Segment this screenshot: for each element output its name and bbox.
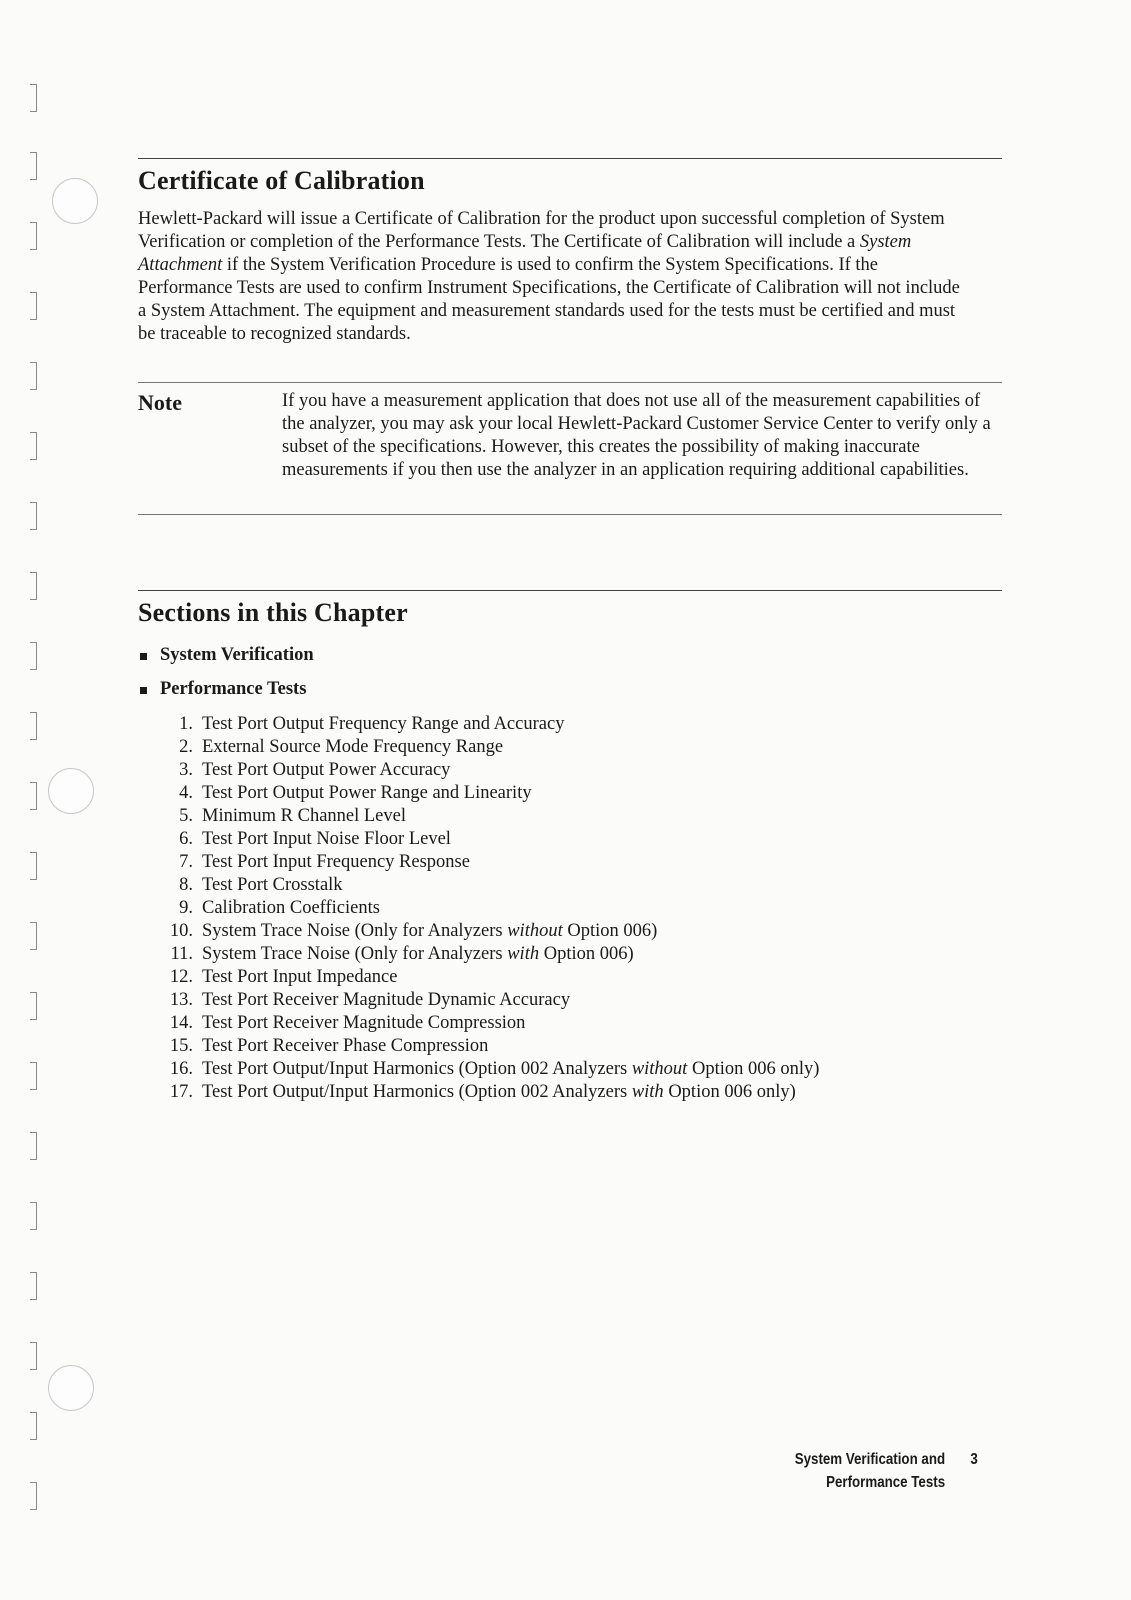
list-item xyxy=(155,966,819,989)
list-emphasis: with xyxy=(631,1082,664,1102)
binder-mark xyxy=(30,712,37,740)
binder-mark xyxy=(30,572,37,600)
binder-mark xyxy=(30,432,37,460)
sections-bullet-list xyxy=(138,645,314,702)
binder-mark xyxy=(30,992,37,1020)
punch-hole xyxy=(48,768,94,814)
performance-test-list xyxy=(155,713,819,1104)
note-bottom-rule xyxy=(138,514,1002,515)
binder-mark xyxy=(30,222,37,250)
list-item xyxy=(155,1035,819,1058)
list-text: Test Port Input Noise Floor Level xyxy=(202,829,451,849)
list-text: Test Port Output/Input Harmonics (Option 002 Analyzers xyxy=(202,1082,632,1102)
list-item xyxy=(155,713,819,736)
list-number: 1. xyxy=(179,714,193,734)
binder-mark xyxy=(30,922,37,950)
certificate-paragraph xyxy=(138,208,968,346)
list-item xyxy=(155,897,819,920)
list-item xyxy=(155,805,819,828)
list-number: 7. xyxy=(179,852,193,872)
binder-mark xyxy=(30,84,37,112)
binder-mark xyxy=(30,1482,37,1510)
list-text: Option 006) xyxy=(539,944,634,964)
binder-mark xyxy=(30,1202,37,1230)
page-number: 3 xyxy=(970,1451,978,1468)
note-text: If you have a measurement application that does not use all of the measurement capabilities of the analyzer, you may ask your local Hewlett-Packard Customer Service Center to verify only a subset of the specifications. However, this creates the possibility of making inaccurate measurements if you then use the analyzer in an application requiring additional capabilities. xyxy=(282,391,991,480)
list-item xyxy=(155,1058,819,1081)
binder-mark xyxy=(30,1272,37,1300)
certificate-heading: Certificate of Calibration xyxy=(138,166,425,195)
list-number: 6. xyxy=(179,829,193,849)
list-item xyxy=(155,874,819,897)
footer-title-line2: Performance Tests xyxy=(826,1474,946,1491)
system-attachment-term: System Attachment xyxy=(138,232,912,275)
bullet-system-verification: System Verification xyxy=(138,645,314,668)
list-text: Calibration Coefficients xyxy=(202,898,380,918)
binder-mark xyxy=(30,362,37,390)
list-text: Test Port Receiver Phase Compression xyxy=(202,1036,489,1056)
list-item xyxy=(155,759,819,782)
list-number: 11. xyxy=(170,944,193,964)
page-footer xyxy=(780,1448,978,1494)
list-item xyxy=(155,920,819,943)
list-text: System Trace Noise (Only for Analyzers xyxy=(202,921,508,941)
punch-hole xyxy=(48,1365,94,1411)
list-text: Option 006) xyxy=(562,921,658,941)
list-number: 14. xyxy=(169,1013,193,1033)
certificate-text: Hewlett-Packard will issue a Certificate of Calibration for the product upon successful completion of System Verification or completion of the Performance Tests. The Certificate of Calibration will include a xyxy=(138,209,945,252)
list-text: Test Port Input Impedance xyxy=(202,967,398,987)
list-emphasis: without xyxy=(631,1059,688,1079)
list-number: 3. xyxy=(179,760,193,780)
list-text: Test Port Receiver Magnitude Compression xyxy=(202,1013,526,1033)
section-rule xyxy=(138,590,1002,591)
binder-mark xyxy=(30,152,37,180)
list-item xyxy=(155,1081,819,1104)
list-number: 15. xyxy=(169,1036,193,1056)
list-text: Option 006 only) xyxy=(663,1082,796,1102)
punch-hole xyxy=(52,178,98,224)
list-item xyxy=(155,828,819,851)
list-text: Minimum R Channel Level xyxy=(202,806,406,826)
section-rule xyxy=(138,158,1002,159)
list-emphasis: with xyxy=(507,944,540,964)
list-item xyxy=(155,943,819,966)
list-text: Test Port Output/Input Harmonics (Option 002 Analyzers xyxy=(202,1059,632,1079)
list-text: Option 006 only) xyxy=(687,1059,820,1079)
list-number: 9. xyxy=(179,898,193,918)
list-number: 8. xyxy=(179,875,193,895)
list-number: 17. xyxy=(169,1082,193,1102)
binder-mark xyxy=(30,1342,37,1370)
list-number: 16. xyxy=(169,1059,193,1079)
certificate-text: if the System Verification Procedure is used to confirm the System Specifications. If the Performance Tests are used to confirm Instrument Specifications, the Certificate of Calibration will not include a System Attachment. The equipment and measurement standards used for the tests must be certified and must be traceable to recognized standards. xyxy=(138,255,960,344)
list-emphasis: without xyxy=(507,921,563,941)
binder-mark xyxy=(30,642,37,670)
list-text: Test Port Crosstalk xyxy=(202,875,343,895)
list-text: Test Port Receiver Magnitude Dynamic Accuracy xyxy=(202,990,571,1010)
list-text: Test Port Output Frequency Range and Accuracy xyxy=(202,714,565,734)
binder-mark xyxy=(30,782,37,810)
bullet-performance-tests: Performance Tests xyxy=(138,679,314,702)
binder-mark xyxy=(30,1412,37,1440)
list-number: 5. xyxy=(179,806,193,826)
sections-heading: Sections in this Chapter xyxy=(138,598,408,627)
footer-title-line1: System Verification and xyxy=(794,1451,946,1468)
list-item xyxy=(155,736,819,759)
list-item xyxy=(155,1012,819,1035)
binder-mark xyxy=(30,292,37,320)
note-label: Note xyxy=(138,390,182,415)
list-item xyxy=(155,782,819,805)
list-item xyxy=(155,989,819,1012)
list-number: 2. xyxy=(179,737,193,757)
list-item xyxy=(155,851,819,874)
list-number: 13. xyxy=(169,990,193,1010)
list-text: Test Port Input Frequency Response xyxy=(202,852,470,872)
list-number: 12. xyxy=(169,967,193,987)
binder-mark xyxy=(30,502,37,530)
binder-mark xyxy=(30,852,37,880)
list-text: System Trace Noise (Only for Analyzers xyxy=(202,944,508,964)
list-text: External Source Mode Frequency Range xyxy=(202,737,504,757)
list-text: Test Port Output Power Range and Linearity xyxy=(202,783,532,803)
binder-mark xyxy=(30,1132,37,1160)
list-text: Test Port Output Power Accuracy xyxy=(202,760,451,780)
binder-mark xyxy=(30,1062,37,1090)
list-number: 10. xyxy=(169,921,193,941)
note-top-rule xyxy=(138,382,1002,383)
list-number: 4. xyxy=(179,783,193,803)
